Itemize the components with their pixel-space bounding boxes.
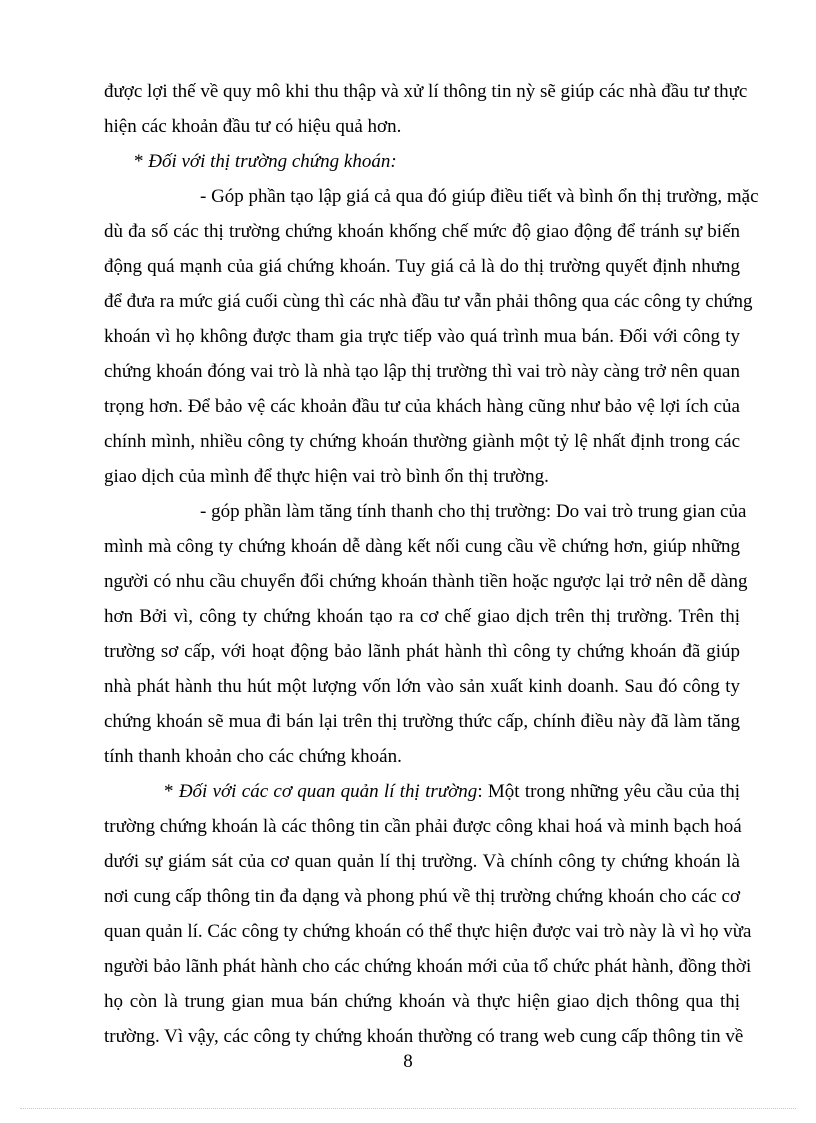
text-line: nơi cung cấp thông tin đa dạng và phong phú về thị trường chứng khoán cho các cơ <box>104 886 740 907</box>
section-heading-securities-market <box>134 150 740 174</box>
text-line: trường chứng khoán là các thông tin cần phải được công khai hoá và minh bạch hoá <box>104 816 742 837</box>
text-line: chính mình, nhiều công ty chứng khoán thường giành một tỷ lệ nhất định trong các <box>104 431 740 452</box>
bullet-prefix: * <box>134 151 149 172</box>
section-heading-text: Đối với thị trường chứng khoán: <box>148 151 397 172</box>
text-line: để đưa ra mức giá cuối cùng thì các nhà đầu tư vẫn phải thông qua các công ty chứng <box>104 291 753 312</box>
text-line: hiện các khoản đầu tư có hiệu quả hơn. <box>104 116 402 137</box>
section-heading-regulators <box>164 780 740 804</box>
text-line: người bảo lãnh phát hành cho các chứng khoán mới của tổ chức phát hành, đồng thời <box>104 956 752 977</box>
text-span: : Một trong những yêu cầu của thị <box>477 781 740 802</box>
text-line: giao dịch của mình để thực hiện vai trò bình ổn thị trường. <box>104 466 549 487</box>
text-line: động quá mạnh của giá chứng khoán. Tuy giá cả là do thị trường quyết định nhưng <box>104 256 740 277</box>
text-line: - góp phần làm tăng tính thanh cho thị trường: Do vai trò trung gian của <box>200 501 747 522</box>
text-line: trọng hơn. Để bảo vệ các khoản đầu tư của khách hàng cũng như bảo vệ lợi ích của <box>104 396 740 417</box>
text-line: quan quản lí. Các công ty chứng khoán có thể thực hiện được vai trò này là vì họ vừa <box>104 921 752 942</box>
text-line: mình mà công ty chứng khoán dễ dàng kết nối cung cầu về chứng hơn, giúp những <box>104 536 740 557</box>
text-line: hơn Bởi vì, công ty chứng khoán tạo ra cơ chế giao dịch trên thị trường. Trên thị <box>104 606 740 627</box>
page-bottom-divider <box>20 1108 796 1109</box>
text-line: trường. Vì vậy, các công ty chứng khoán thường có trang web cung cấp thông tin về <box>104 1026 744 1047</box>
text-line: tính thanh khoản cho các chứng khoán. <box>104 746 402 767</box>
text-line: họ còn là trung gian mua bán chứng khoán và thực hiện giao dịch thông qua thị <box>104 991 740 1012</box>
text-line: khoán vì họ không được tham gia trực tiếp vào quá trình mua bán. Đối với công ty <box>104 326 740 347</box>
text-line: được lợi thế về quy mô khi thu thập và xử lí thông tin nỳ sẽ giúp các nhà đầu tư thực <box>104 81 748 102</box>
text-line: - Góp phần tạo lập giá cả qua đó giúp điều tiết và bình ổn thị trường, mặc <box>200 186 759 207</box>
text-line: chứng khoán sẽ mua đi bán lại trên thị trường thức cấp, chính điều này đã làm tăng <box>104 711 740 732</box>
text-line: chứng khoán đóng vai trò là nhà tạo lập thị trường thì vai trò này càng trở nên quan <box>104 361 740 382</box>
text-line: người có nhu cầu chuyển đổi chứng khoán thành tiền hoặc ngược lại trở nên dễ dàng <box>104 571 748 592</box>
text-line: nhà phát hành thu hút một lượng vốn lớn vào sản xuất kinh doanh. Sau đó công ty <box>104 676 740 697</box>
bullet-prefix: * <box>164 781 179 802</box>
text-line: dù đa số các thị trường chứng khoán khống chế mức độ giao động để tránh sự biến <box>104 221 740 242</box>
page-number: 8 <box>403 1051 413 1072</box>
text-line: trường sơ cấp, với hoạt động bảo lãnh phát hành thì công ty chứng khoán đã giúp <box>104 641 740 662</box>
text-line: dưới sự giám sát của cơ quan quản lí thị trường. Và chính công ty chứng khoán là <box>104 851 740 872</box>
section-heading-text: Đối với các cơ quan quản lí thị trường <box>178 781 478 802</box>
